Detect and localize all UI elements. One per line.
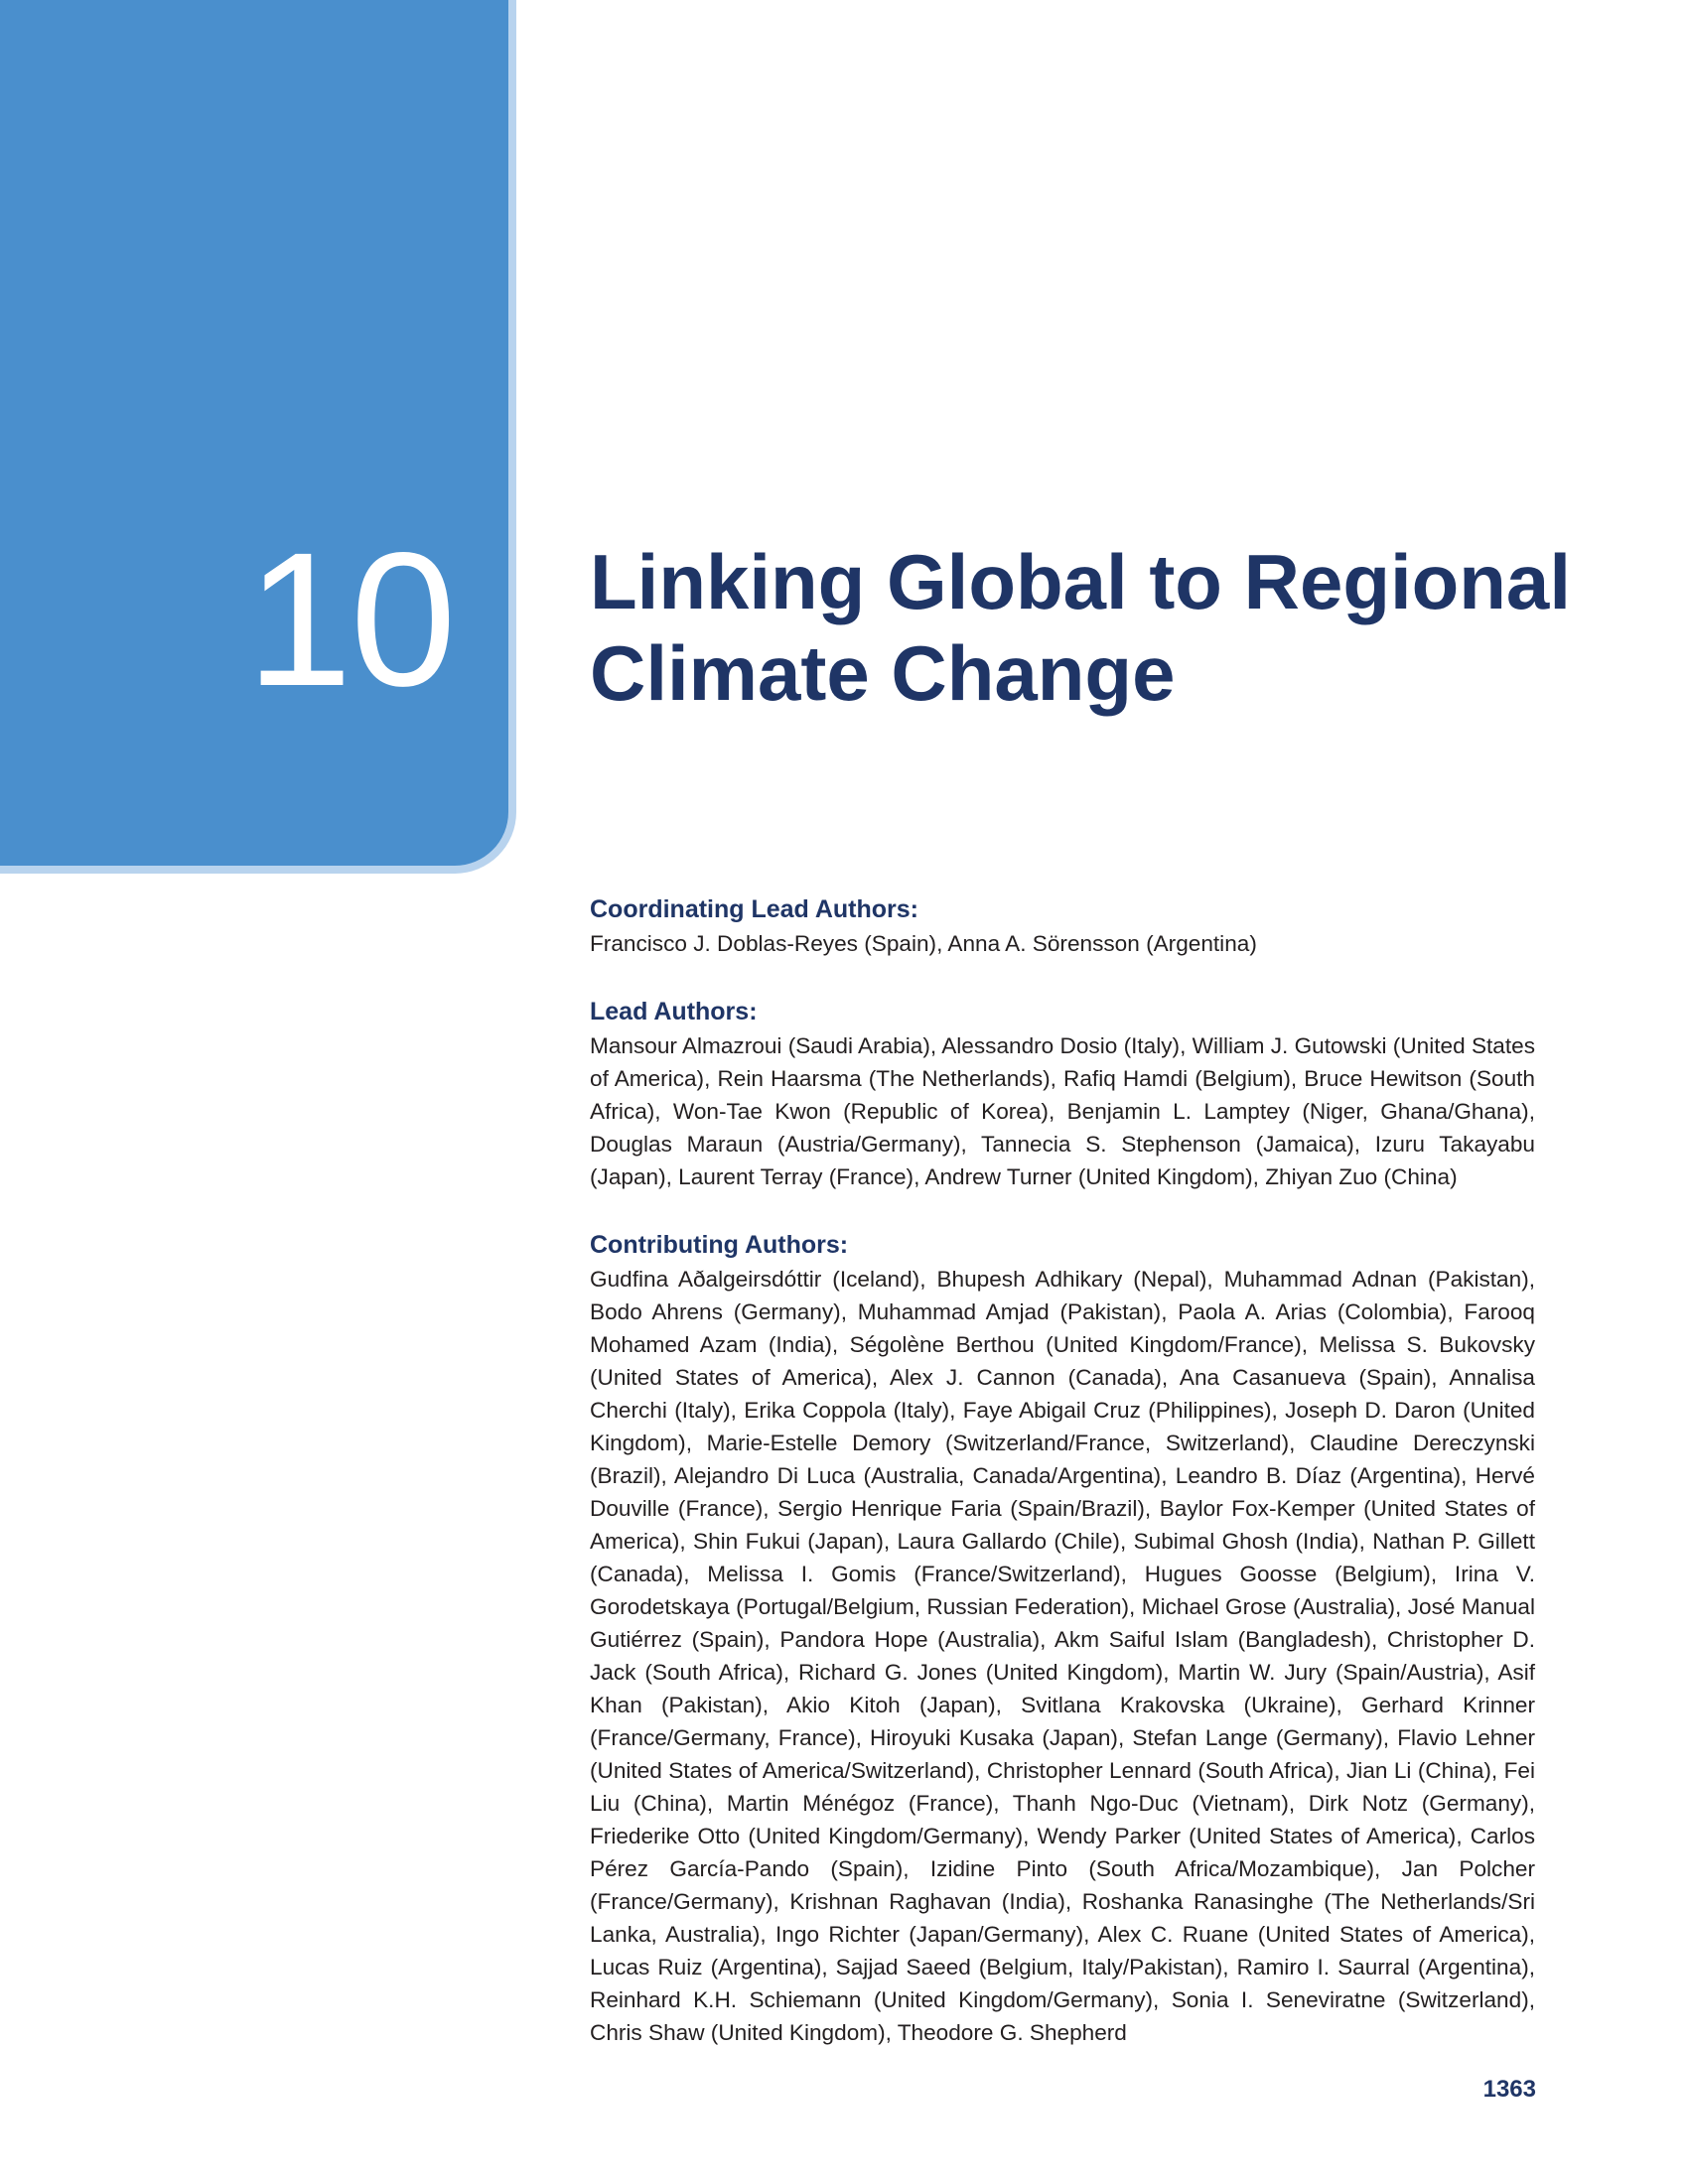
contributing-authors-section (590, 1229, 1535, 2049)
coordinating-lead-authors-section (590, 893, 1535, 960)
chapter-title (590, 536, 1583, 719)
page-number: 1363 (1482, 2076, 1536, 2103)
contributing-authors-text: Gudfina Aðalgeirsdóttir (Iceland), Bhupesh Adhikary (Nepal), Muhammad Adnan (Pakistan), Bodo Ahrens (Germany), Muhammad Amjad (Pakistan), Paola A. Arias (Colombia), Farooq Mohamed Azam (India), Ségolène Berthou (United Kingdom/France), Melissa S. Bukovsky (United States of America), Alex J. Cannon (Canada), Ana Casanueva (Spain), Annalisa Cherchi (Italy), Erika Coppola (Italy), Faye Abigail Cruz (Philippines), Joseph D. Daron (United Kingdom), Marie-Estelle Demory (Switzerland/France, Switzerland), Claudine Dereczynski (Brazil), Alejandro Di Luca (Australia, Canada/Argentina), Leandro B. Díaz (Argentina), Hervé Douville (France), Sergio Henrique Faria (Spain/Brazil), Baylor Fox-Kemper (United States of America), Shin Fukui (Japan), Laura Gallardo (Chile), Subimal Ghosh (India), Nathan P. Gillett (Canada), Melissa I. Gomis (France/Switzerland), Hugues Goosse (Belgium), Irina V. Gorodetskaya (Portugal/Belgium, Russian Federation), Michael Grose (Australia), José Manual Gutiérrez (Spain), Pandora Hope (Australia), Akm Saiful Islam (Bangladesh), Christopher D. Jack (South Africa), Richard G. Jones (United Kingdom), Martin W. Jury (Spain/Austria), Asif Khan (Pakistan), Akio Kitoh (Japan), Svitlana Krakovska (Ukraine), Gerhard Krinner (France/Germany, France), Hiroyuki Kusaka (Japan), Stefan Lange (Germany), Flavio Lehner (United States of America/Switzerland), Christopher Lennard (South Africa), Jian Li (China), Fei Liu (China), Martin Ménégoz (France), Thanh Ngo-Duc (Vietnam), Dirk Notz (Germany), Friederike Otto (United Kingdom/Germany), Wendy Parker (United States of America), Carlos Pérez García-Pando (Spain), Izidine Pinto (South Africa/Mozambique), Jan Polcher (France/Germany), Krishnan Raghavan (India), Roshanka Ranasinghe (The Netherlands/Sri Lanka, Australia), Ingo Richter (Japan/Germany), Alex C. Ruane (United States of America), Lucas Ruiz (Argentina), Sajjad Saeed (Belgium, Italy/Pakistan), Ramiro I. Saurral (Argentina), Reinhard K.H. Schiemann (United Kingdom/Germany), Sonia I. Seneviratne (Switzerland), Chris Shaw (United Kingdom), Theodore G. Shepherd (590, 1267, 1535, 2045)
chapter-color-block (0, 0, 516, 874)
coordinating-lead-authors-text: Francisco J. Doblas-Reyes (Spain), Anna A. Sörensson (Argentina) (590, 931, 1257, 956)
chapter-title-line-1: Linking Global to Regional (590, 538, 1571, 625)
coordinating-lead-authors-heading: Coordinating Lead Authors: (590, 895, 918, 923)
contributing-authors-heading: Contributing Authors: (590, 1231, 849, 1259)
author-list (590, 893, 1535, 2085)
chapter-number: 10 (246, 512, 455, 726)
lead-authors-section (590, 996, 1535, 1193)
lead-authors-text: Mansour Almazroui (Saudi Arabia), Alessandro Dosio (Italy), William J. Gutowski (United States of America), Rein Haarsma (The Netherlands), Rafiq Hamdi (Belgium), Bruce Hewitson (South Africa), Won-Tae Kwon (Republic of Korea), Benjamin L. Lamptey (Niger, Ghana/Ghana), Douglas Maraun (Austria/Germany), Tannecia S. Stephenson (Jamaica), Izuru Takayabu (Japan), Laurent Terray (France), Andrew Turner (United Kingdom), Zhiyan Zuo (China) (590, 1033, 1535, 1189)
lead-authors-heading: Lead Authors: (590, 998, 758, 1025)
chapter-title-line-2: Climate Change (590, 629, 1176, 717)
